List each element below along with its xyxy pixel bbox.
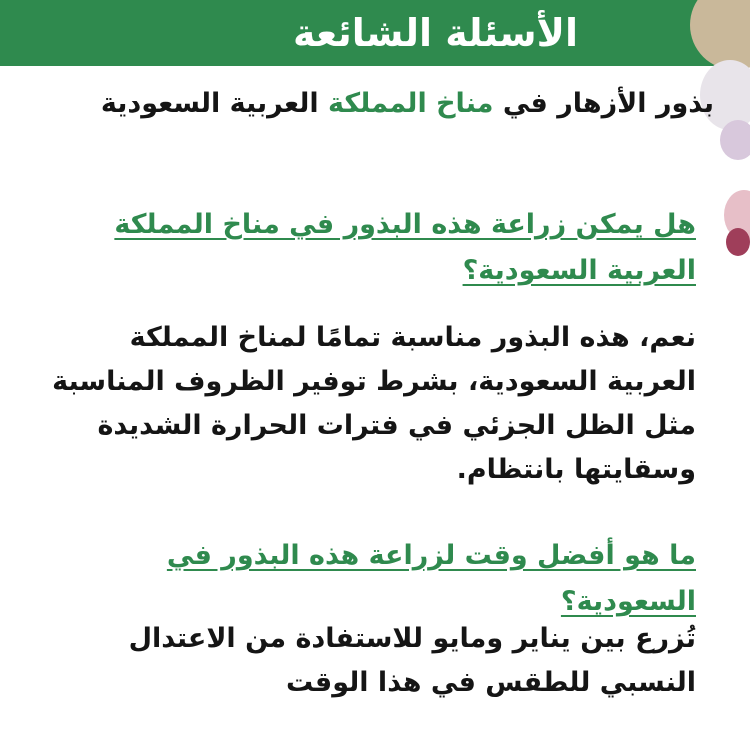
- section-subtitle: [101, 88, 714, 119]
- subtitle-part1: بذور الأزهار في: [493, 88, 714, 119]
- page-title: الأسئلة الشائعة: [293, 11, 578, 55]
- page-header: [0, 0, 750, 66]
- subtitle-part2: العربية السعودية: [100, 88, 328, 119]
- faq-question-2[interactable]: ما هو أفضل وقت لزراعة هذه البذور في السعودية؟: [166, 540, 696, 617]
- faq-question-1[interactable]: هل يمكن زراعة هذه البذور في مناخ المملكة العربية السعودية؟: [114, 209, 696, 286]
- subtitle-accent: مناخ المملكة: [328, 88, 494, 119]
- faq-answer-2: تُزرع بين يناير ومايو للاستفادة من الاعتدال النسبي للطقس في هذا الوقت: [128, 623, 696, 698]
- faq-answer-1: نعم، هذه البذور مناسبة تمامًا لمناخ المملكة العربية السعودية، بشرط توفير الظروف المناسبة مثل الظل الجزئي في فترات الحرارة الشديدة وسقايتها بانتظام.: [52, 322, 696, 485]
